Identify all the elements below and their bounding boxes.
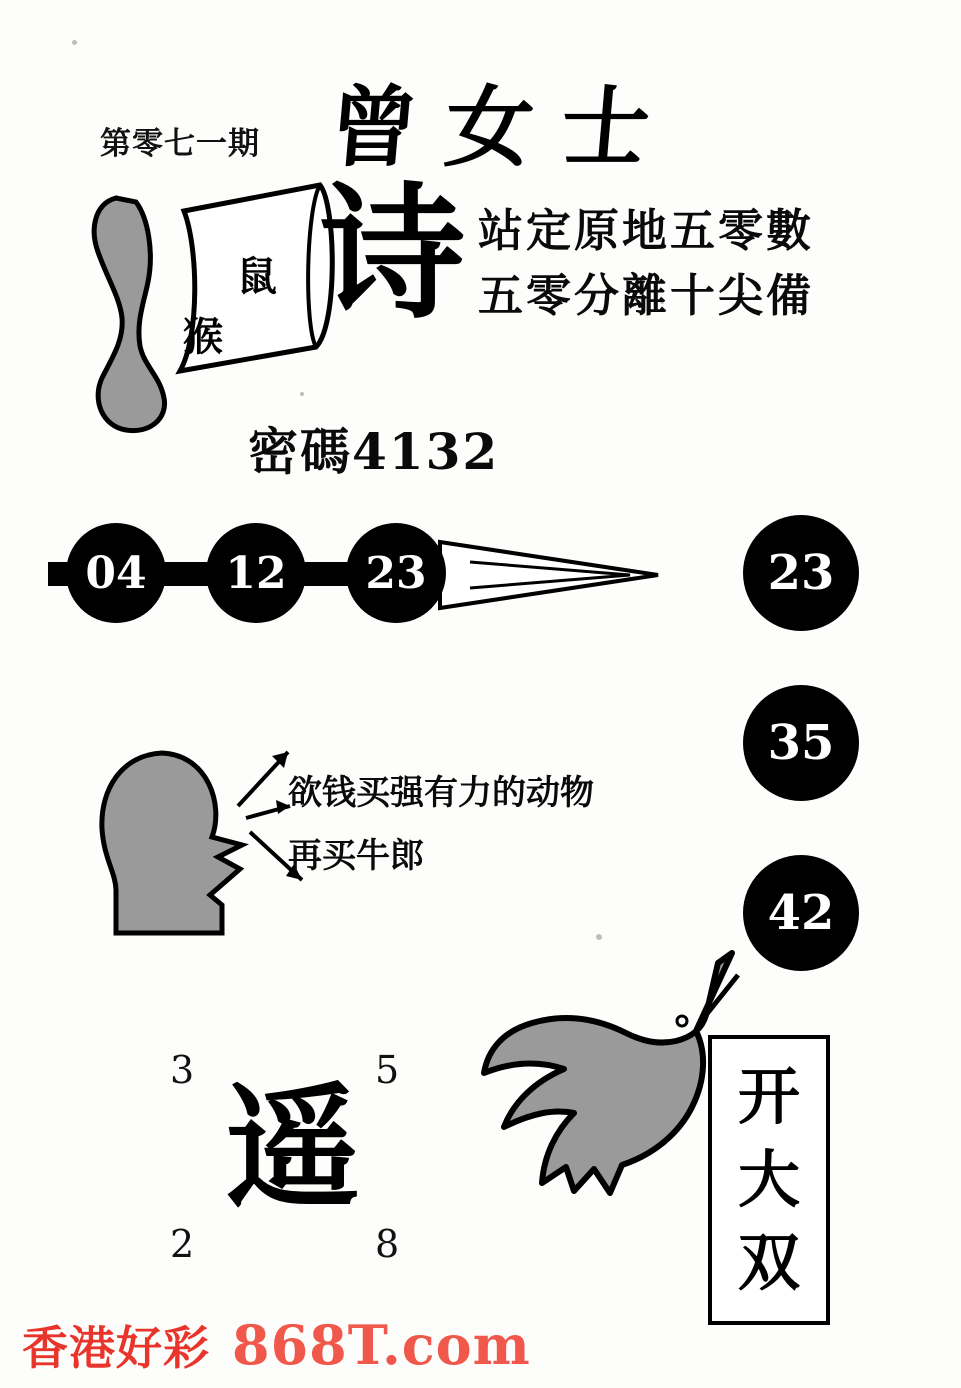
issue-label: 第零七一期	[100, 126, 260, 162]
lottery-ball-side: 23	[743, 515, 859, 631]
stamp-char-1: 开	[737, 1060, 800, 1133]
quad-number-top-left: 3	[170, 1048, 195, 1092]
speech-line-2: 再买牛郎	[288, 836, 424, 876]
stamp-char-3: 双	[737, 1226, 800, 1299]
lottery-ball: 04	[66, 523, 166, 623]
footer-site-name: 香港好彩	[22, 1321, 210, 1375]
poem-line-2: 五零分離十尖備	[478, 269, 815, 323]
speck-decor	[596, 934, 602, 940]
code-line: 密碼4132	[248, 422, 500, 481]
zodiac-char-2: 猴	[183, 313, 223, 360]
lottery-ball-side: 35	[743, 685, 859, 801]
poem-line-1: 站定原地五零數	[478, 204, 815, 257]
stamp-char-2: 大	[737, 1143, 800, 1216]
zodiac-char-1: 鼠	[237, 253, 277, 300]
speck-decor	[300, 392, 304, 396]
arrow-head-icon	[430, 520, 660, 630]
footer-site-url: 868T.com	[232, 1313, 531, 1377]
lottery-ball: 23	[346, 523, 446, 623]
quad-number-top-right: 5	[375, 1048, 400, 1092]
brand-title: 曾女士	[324, 75, 683, 179]
quad-number-bottom-right: 8	[375, 1222, 400, 1266]
lottery-ball-side: 42	[743, 855, 859, 971]
speech-line-1: 欲钱买强有力的动物	[288, 773, 594, 813]
quad-number-bottom-left: 2	[170, 1222, 195, 1266]
poem-text	[478, 198, 814, 329]
speck-decor	[72, 40, 77, 45]
card-title-char: 诗	[320, 169, 465, 339]
quad-center-char: 遥	[225, 1068, 360, 1227]
stamp-box	[708, 1035, 830, 1325]
lottery-ball: 12	[206, 523, 306, 623]
footer-watermark	[0, 1310, 961, 1380]
